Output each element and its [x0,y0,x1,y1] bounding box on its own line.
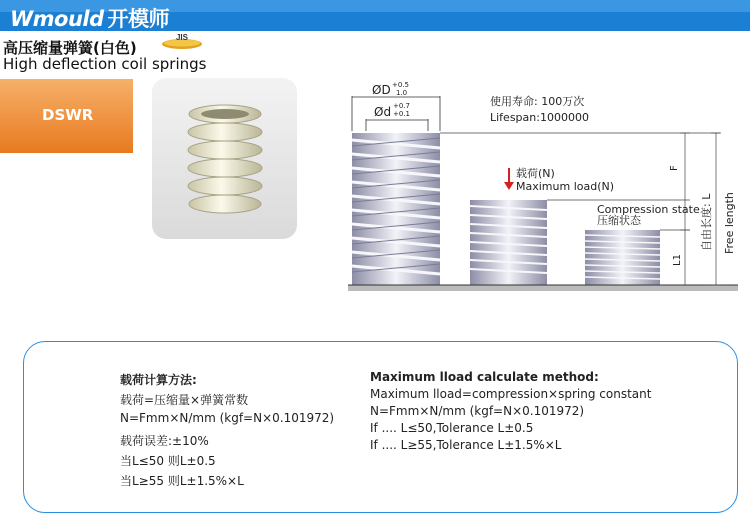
deflection-f-label: F [669,165,680,171]
load-arrow-icon [504,168,514,190]
jis-badge-icon [160,32,204,50]
free-spring-drawing [352,133,440,285]
spring-spec-diagram [340,76,750,296]
calc-cn-line-1: 载荷=压缩量×弹簧常数 [120,393,249,407]
jis-badge-label: JIS [175,33,189,42]
outer-diameter-label: ØD [372,83,391,97]
white-spring-image [152,78,297,239]
calc-cn-line-3: 载荷误差:±10% [120,434,209,448]
outer-diameter-tol-top: +0.5 [392,81,409,89]
brand-en: Wmould [10,7,104,31]
calc-en-line-2: N=Fmm×N/mm (kgf=N×0.101972) [370,404,585,418]
compression-state-en: Compression state [597,203,700,216]
lifespan-cn: 使用寿命: 100万次 [490,95,585,108]
calc-en-line-1: Maximum lload=compression×spring constant [370,387,652,401]
load-label-cn: 载荷(N) [516,167,555,180]
inner-diameter-tol-bottom: +0.1 [393,110,410,118]
calc-cn-line-4: 当L≤50 则L±0.5 [120,454,216,468]
brand-cn: 开模师 [107,7,170,31]
calc-cn-line-2: N=Fmm×N/mm (kgf=N×0.101972) [120,411,335,425]
brand-logo [10,3,169,33]
lifespan-en: Lifespan:1000000 [490,111,589,124]
ground-base [348,285,738,291]
compression-state-cn: 压缩状态 [597,214,641,227]
product-title-cn: 高压缩量弹簧(白色) [3,39,137,57]
calc-title-en: Maximum lload calculate method: [370,370,599,384]
compressed-spring-drawing [585,230,660,285]
calc-en-line-3: If .... L≤50,Tolerance L±0.5 [370,421,534,435]
free-length-en: Free length [723,192,736,254]
inner-diameter-label: Ød [374,105,392,119]
inner-diameter-tol-top: +0.7 [393,102,410,110]
product-photo [152,78,297,239]
product-title-en: High deflection coil springs [3,55,207,73]
free-length-cn: 自由长度: L [700,193,713,251]
compressed-length-label: L1 [672,254,683,266]
header-bar [0,0,750,31]
loaded-spring-drawing [470,200,547,285]
calc-cn-line-5: 当L≥55 则L±1.5%×L [120,474,244,488]
outer-diameter-tol-bottom: 1.0 [396,89,408,97]
series-tab-label: DSWR [42,106,94,124]
calc-title-cn: 载荷计算方法: [120,373,197,387]
load-label-en: Maximum load(N) [516,180,615,193]
series-tab [0,79,133,153]
calc-en-line-4: If .... L≥55,Tolerance L±1.5%×L [370,438,562,452]
